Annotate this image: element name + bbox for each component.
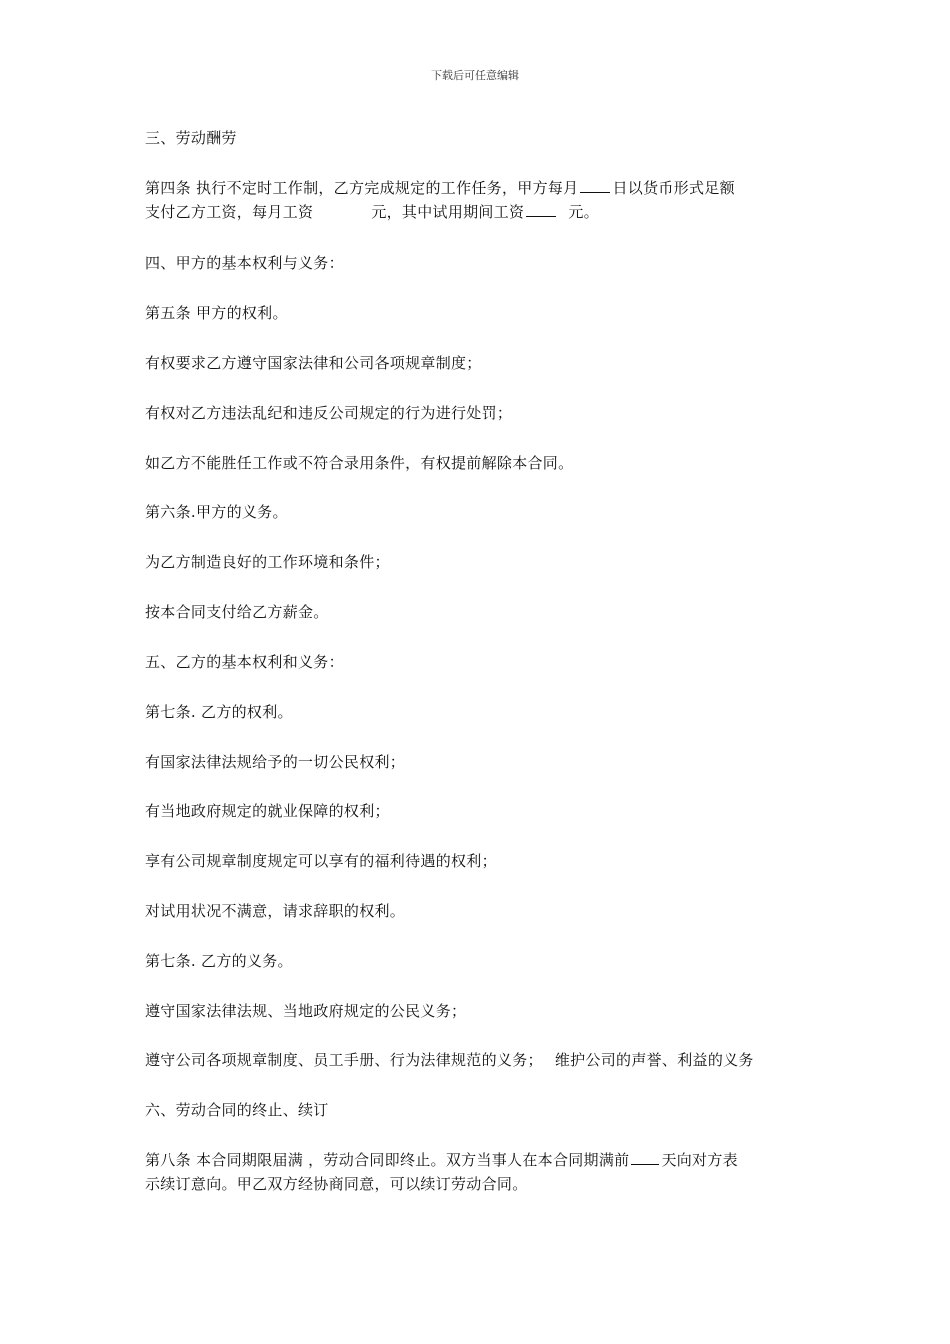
article-8-text-1: 第八条 本合同期限届满 ，劳动合同即终止。双方当事人在本合同期满前 [145,1151,630,1169]
article-4-line-2 [145,201,599,223]
section-title-6: 六、劳动合同的终止、续订 [145,1101,329,1119]
probation-salary-blank [526,202,556,217]
article-7b-item-last [145,1049,754,1071]
article-7-item: 有国家法律法规给予的一切公民权利； [145,753,406,771]
pay-day-blank [580,178,610,193]
article-5-item: 有权要求乙方遵守国家法律和公司各项规章制度； [145,354,482,372]
article-6-item: 为乙方制造良好的工作环境和条件； [145,553,390,571]
section-title-5: 五、乙方的基本权利和义务： [145,653,344,671]
article-7b-title: 第七条. 乙方的义务。 [145,952,293,970]
article-7b-item: 遵守国家法律法规、当地政府规定的公民义务； [145,1002,467,1020]
article-5-item: 如乙方不能胜任工作或不符合录用条件，有权提前解除本合同。 [145,454,574,472]
article-5-item: 有权对乙方违法乱纪和违反公司规定的行为进行处罚； [145,404,513,422]
article-4-text-1: 第四条 执行不定时工作制，乙方完成规定的工作任务，甲方每月 [145,179,579,197]
article-6-item: 按本合同支付给乙方薪金。 [145,603,329,621]
notice-days-blank [631,1150,659,1165]
article-4-text-4: 元，其中试用期间工资 [371,203,525,221]
article-7-item: 对试用状况不满意，请求辞职的权利。 [145,902,406,920]
article-8-line-2: 示续订意向。甲乙双方经协商同意，可以续订劳动合同。 [145,1175,528,1193]
article-6-title: 第六条.甲方的义务。 [145,503,288,521]
article-7-item: 有当地政府规定的就业保障的权利； [145,802,390,820]
article-8-text-2: 天向对方表 [661,1151,738,1169]
article-4-text-3: 支付乙方工资，每月工资 [145,203,314,221]
article-8-line-1 [145,1149,738,1171]
article-7b-text-1: 遵守公司各项规章制度、员工手册、行为法律规范的义务； [145,1051,543,1069]
article-4-text-5: 元。 [568,203,599,221]
article-5-title: 第五条 甲方的权利。 [145,304,288,322]
section-title-4: 四、甲方的基本权利与义务： [145,254,344,272]
article-7b-text-2: 维护公司的声誉、利益的义务 [554,1051,754,1069]
article-4-line-1 [145,177,735,199]
article-7-item: 享有公司规章制度规定可以享有的福利待遇的权利； [145,852,497,870]
article-4-text-2: 日以货币形式足额 [612,179,735,197]
section-title-3: 三、劳动酬劳 [145,129,237,147]
page-header-watermark: 下载后可任意编辑 [431,69,519,82]
article-7-title: 第七条. 乙方的权利。 [145,703,293,721]
